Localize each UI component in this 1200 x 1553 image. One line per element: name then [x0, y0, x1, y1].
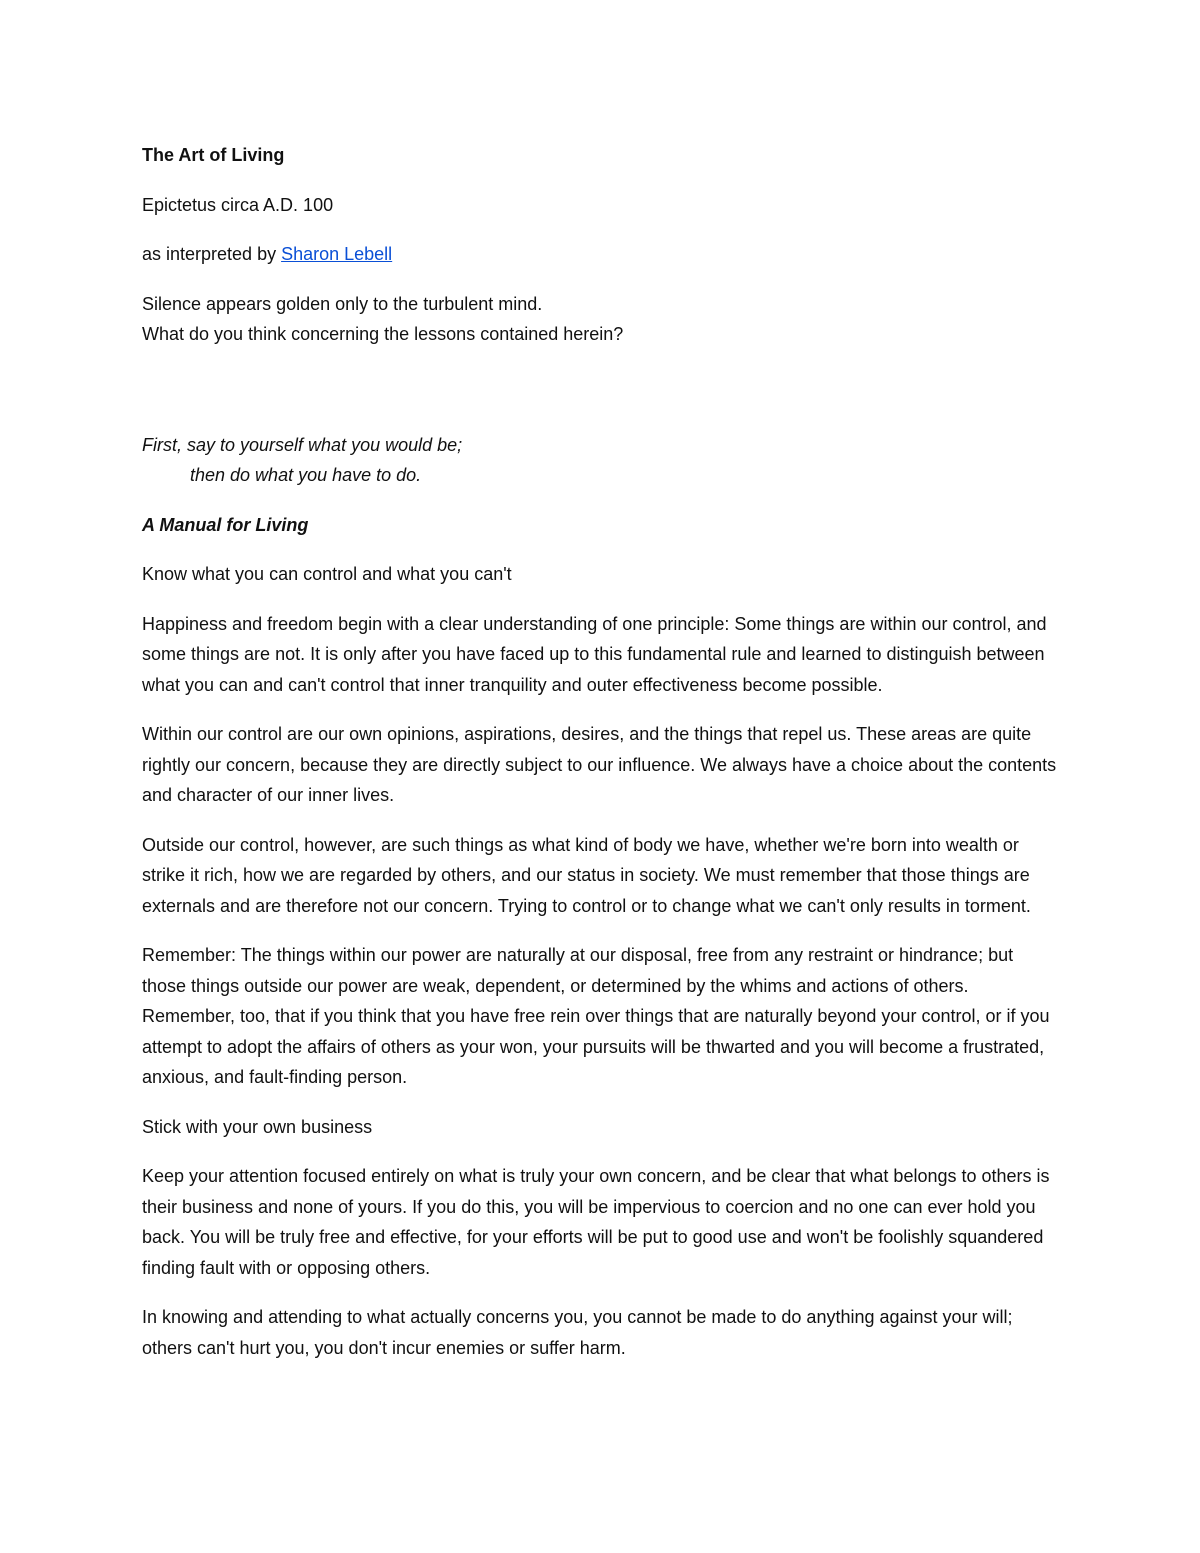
document-title: The Art of Living — [142, 145, 285, 165]
section-1-paragraph: Remember: The things within our power are naturally at our disposal, free from any restraint or hindrance; but those things outside our power are weak, dependent, or determined by the whims and actions of others. Remember, too, that if you think that you have free rein over things that are naturally beyond your control, or if you attempt to adopt the affairs of others as your won, your pursuits will be thwarted and you will become a frustrated, anxious, and fault-finding person. — [142, 945, 1050, 1087]
quote-line-2 — [142, 460, 1062, 491]
section-1-paragraph: Happiness and freedom begin with a clear understanding of one principle: Some things are within our control, and some things are not. It is only after you have faced up to this fundamental rule and learned to distinguish between what you can and can't control that inner tranquility and outer effectiveness become possible. — [142, 613, 1047, 695]
manual-heading: A Manual for Living — [142, 514, 309, 535]
epigraph-line-2: What do you think concerning the lessons contained herein? — [142, 324, 624, 344]
interpreter-link[interactable]: Sharon Lebell — [281, 244, 393, 264]
interpreted-prefix: as interpreted by — [142, 244, 282, 264]
epigraph-line-1: Silence appears golden only to the turbulent mind. — [142, 293, 543, 314]
section-1-heading: Know what you can control and what you can't — [142, 564, 512, 584]
author-line: Epictetus circa A.D. 100 — [142, 194, 334, 215]
section-1-paragraph: Within our control are our own opinions, aspirations, desires, and the things that repel us. These areas are quite rightly our concern, because they are directly subject to our influence. We always have a choice about the contents and character of our inner lives. — [142, 724, 1057, 805]
blank-space — [142, 369, 1062, 430]
document-body — [142, 140, 1062, 1382]
interpreted-line — [142, 239, 1062, 270]
section-2-heading: Stick with your own business — [142, 1116, 373, 1137]
quote — [142, 430, 1062, 491]
section-2-paragraph: In knowing and attending to what actually concerns you, you cannot be made to do anything against your will; others can't hurt you, you don't incur enemies or suffer harm. — [142, 1307, 1013, 1358]
epigraph — [142, 289, 1062, 350]
quote-line-1: First, say to yourself what you would be; — [142, 434, 463, 455]
section-1-paragraph: Outside our control, however, are such things as what kind of body we have, whether we're born into wealth or strike it rich, how we are regarded by others, and our status in society. We must remember that those things are externals and are therefore not our concern. Trying to control or to change what we can't only results in torment. — [142, 834, 1031, 916]
section-2-paragraph: Keep your attention focused entirely on what is truly your own concern, and be clear that what belongs to others is their business and none of yours. If you do this, you will be impervious to coercion and no one can ever hold you back. You will be truly free and effective, for your efforts will be put to good use and won't be foolishly squandered finding fault with or opposing others. — [142, 1166, 1050, 1278]
quote-line-2-text: then do what you have to do. — [190, 465, 422, 485]
